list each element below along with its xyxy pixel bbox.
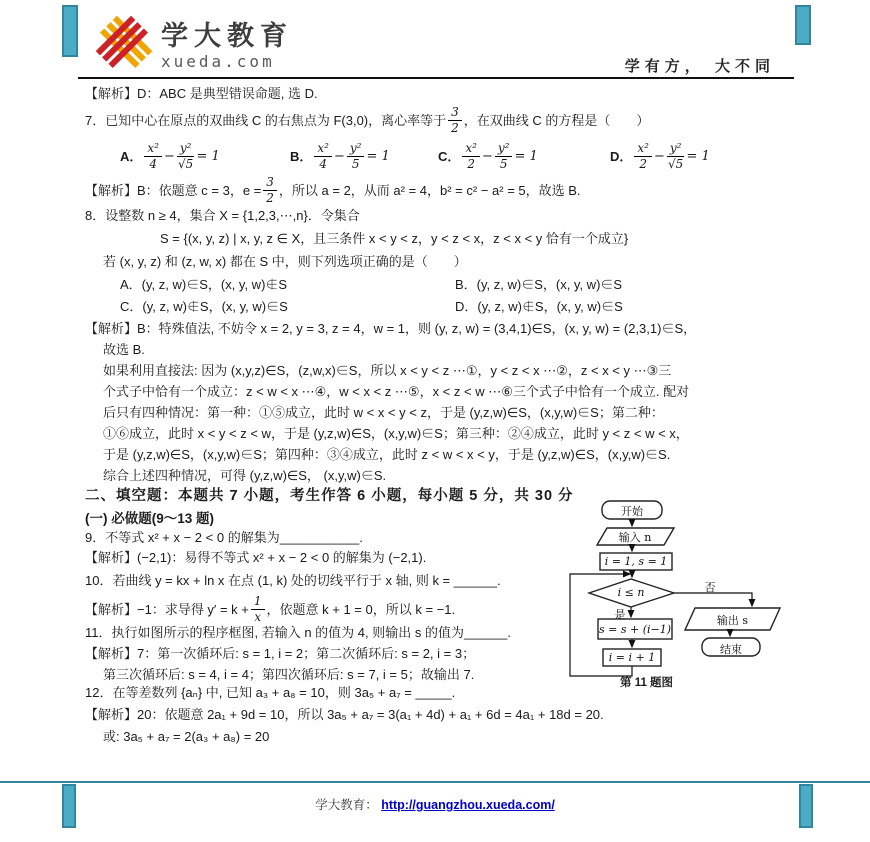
solution-q8-line: 个式子中恰有一个成立：z < w < x ⋯④，w < x < z ⋯⑤，x < z < w ⋯⑥三个式子中恰有一个成立. 配对 xyxy=(103,384,690,399)
solution-q6: 【解析】D：ABC 是典型错误命题, 选 D. xyxy=(85,86,318,101)
footer-divider xyxy=(0,781,870,783)
question-7-stem: 7．已知中心在原点的双曲线 C 的右焦点为 F(3,0)，离心率等于 $\frac{3}{2}$ ，在双曲线 C 的方程是（ ） xyxy=(85,104,650,135)
option-b: B．(y, z, w)∈S，(x, y, w)∈S xyxy=(455,277,623,292)
xueda-emblem-icon xyxy=(95,16,153,77)
brand-logo xyxy=(95,16,293,77)
brand-tagline: 学有方， 大不同 xyxy=(624,57,775,75)
brand-url: xueda.com xyxy=(161,51,275,71)
solution-q12-line: 【解析】20：依题意 2a₁ + 9d = 10，所以 3a₅ + a₇ = 3(a₁ + 4d) + a₁ + 6d = 4a₁ + 18d = 20. xyxy=(85,707,604,722)
fraction: $\frac{3}{2}$ xyxy=(448,106,462,134)
option-c: C．(y, z, w)∉S，(x, y, w)∈S xyxy=(120,299,288,314)
flowchart-start: 开始 xyxy=(621,505,643,518)
option-d: D． $\frac{\text{x²}}{2}$ − $\frac{\text{y²}}{√5}$ = 1 xyxy=(610,140,710,171)
fraction: $\frac{3}{2}$ xyxy=(263,176,277,204)
question-11-stem: 11．执行如图所示的程序框图, 若输入 n 的值为 4, 则输出 s 的值为______. xyxy=(85,625,511,640)
solution-q7: 【解析】B：依题意 c = 3，e = $\frac{3}{2}$ ，所以 a = 2，从而 a² = 4，b² = c² − a² = 5，故选 B. xyxy=(85,174,581,205)
solution-q11-line: 【解析】7：第一次循环后: s = 1, i = 2；第二次循环后: s = 2, i = 3； xyxy=(85,646,476,661)
flowchart-caption: 第 11 题图 xyxy=(620,677,674,689)
flowchart-output: 输出 s xyxy=(716,614,749,627)
question-12-stem: 12．在等差数列 {aₙ} 中, 已知 a₃ + a₈ = 10，则 3a₅ + a₇ = _____. xyxy=(85,685,456,700)
fraction: $\frac{1}{x}$ xyxy=(251,595,265,623)
question-8-set-def: S = {(x, y, z) | x, y, z ∈ X，且三条件 x < y < z，y < z < x，z < x < y 恰有一个成立} xyxy=(160,231,629,246)
flowchart-yes-label: 是 xyxy=(614,608,626,621)
solution-q8-line: 于是 (y,z,w)∈S，(x,y,w)∈S；第四种：③④成立，此时 z < w < x < y，于是 (y,z,w)∈S，(x,y,w)∈S. xyxy=(103,447,671,462)
option-a: A． $\frac{\text{x²}}{4}$ − $\frac{\text{y²}}{√5}$ = 1 xyxy=(120,140,220,171)
flowchart-end: 结束 xyxy=(720,643,742,656)
flowchart-step1: s = s + (i−1) xyxy=(598,623,672,636)
top-left-bar xyxy=(62,5,78,57)
flowchart-condition: i ≤ n xyxy=(617,586,645,599)
footer-link[interactable]: http://guangzhou.xueda.com/ xyxy=(381,798,555,812)
header-divider xyxy=(78,77,794,79)
flowchart-step2: i = i + 1 xyxy=(608,651,656,664)
question-8-options-ab xyxy=(85,275,792,297)
solution-q8-line: 如果利用直接法: 因为 (x,y,z)∈S，(z,w,x)∈S，所以 x < y < z ⋯①，y < z < x ⋯②，z < x < y ⋯③三 xyxy=(103,363,672,378)
footer-label: 学大教育： xyxy=(315,798,378,812)
brand-name: 学大教育 xyxy=(161,20,293,51)
solution-q8-line: 【解析】B：特殊值法, 不妨令 x = 2, y = 3, z = 4，w = 1，则 (y, z, w) = (3,4,1)∈S，(x, y, w) = (2,3,1)∈S， xyxy=(85,321,697,336)
option-a: A．(y, z, w)∈S，(x, y, w)∉S xyxy=(120,277,288,292)
footer xyxy=(0,795,870,813)
brand-text xyxy=(161,20,293,71)
flowchart-input: 输入 n xyxy=(618,531,652,544)
option-b: B． $\frac{\text{x²}}{4}$ − $\frac{\text{y²}}{5}$ = 1 xyxy=(290,140,390,171)
question-11-flowchart xyxy=(562,496,797,694)
solution-q12-line: 或: 3a₅ + a₇ = 2(a₃ + a₈) = 20 xyxy=(103,729,270,744)
question-9-stem: 9．不等式 x² + x − 2 < 0 的解集为___________. xyxy=(85,530,363,545)
option-c: C． $\frac{\text{x²}}{2}$ − $\frac{\text{y²}}{5}$ = 1 xyxy=(438,140,538,171)
option-d: D．(y, z, w)∉S，(x, y, w)∈S xyxy=(455,299,623,314)
question-8-ask: 若 (x, y, z) 和 (z, w, x) 都在 S 中，则下列选项正确的是（ ） xyxy=(103,254,467,269)
solution-q8-line: 综合上述四种情况，可得 (y,z,w)∈S， (x,y,w)∈S. xyxy=(103,468,387,483)
solution-q11-line: 第三次循环后: s = 4, i = 4；第四次循环后: s = 7, i = 5；故输出 7. xyxy=(103,667,475,682)
question-10-stem: 10．若曲线 y = kx + ln x 在点 (1, k) 处的切线平行于 x 轴, 则 k = ______. xyxy=(85,573,501,588)
solution-q8-line: 故选 B. xyxy=(103,342,145,357)
question-8-stem: 8．设整数 n ≥ 4，集合 X = {1,2,3,⋯,n}．令集合 xyxy=(85,208,360,223)
section-2-subtitle: (一) 必做题(9～13 题) xyxy=(85,511,215,526)
flowchart-init: i = 1, s = 1 xyxy=(604,555,668,568)
question-7-options xyxy=(85,138,792,174)
solution-q8-line: 后只有四种情况：第一种：①⑤成立，此时 w < x < y < z，于是 (y,z,w)∈S，(x,y,w)∈S；第二种： xyxy=(103,405,664,420)
solution-q8-line: ①⑥成立，此时 x < y < z < w，于是 (y,z,w)∈S，(x,y,w)∈S；第三种：②④成立，此时 y < z < w < x， xyxy=(103,426,689,441)
section-2-title: 二、填空题：本题共 7 小题，考生作答 6 小题，每小题 5 分，共 30 分 xyxy=(85,488,574,504)
solution-q10: 【解析】−1：求导得 y′ = k + $\frac{1}{x}$ ，依题意 k + 1 = 0，所以 k = −1. xyxy=(85,593,456,624)
flowchart-no-label: 否 xyxy=(704,581,716,594)
top-right-bar xyxy=(795,5,811,45)
question-8-options-cd xyxy=(85,297,792,319)
solution-q9: 【解析】(−2,1)：易得不等式 x² + x − 2 < 0 的解集为 (−2,1). xyxy=(85,550,427,565)
